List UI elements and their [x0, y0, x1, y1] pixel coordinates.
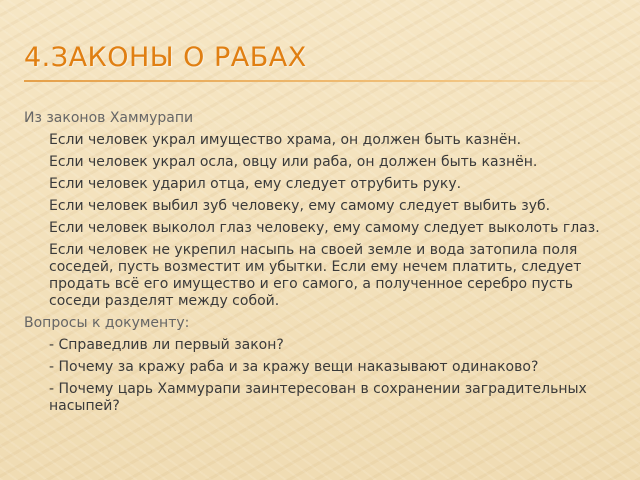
section-heading: Из законов Хаммурапи	[24, 110, 194, 126]
law-item-3: Если человек ударил отца, ему следует отрубить руку.	[49, 176, 462, 192]
law-item-1: Если человек украл имущество храма, он должен быть казнён.	[49, 132, 522, 148]
question-item-2: - Почему за кражу раба и за кражу вещи наказывают одинаково?	[49, 359, 539, 375]
slide-title: 4.ЗАКОНЫ О РАБАХ	[24, 42, 307, 73]
slide-content	[24, 110, 624, 420]
law-item-6: Если человек не укрепил насыпь на своей земле и вода затопила поля соседей, пусть возместит им убытки. Если ему нечем платить, следует продать всё его имущество и его самого, а полученное серебро пусть соседи разделят между собой.	[49, 242, 582, 309]
title-underline	[24, 80, 624, 82]
law-item-2: Если человек украл осла, овцу или раба, он должен быть казнён.	[49, 154, 538, 170]
question-item-3: - Почему царь Хаммурапи заинтересован в сохранении заградительных насыпей?	[49, 381, 587, 414]
question-item-1: - Справедлив ли первый закон?	[49, 337, 284, 353]
questions-heading: Вопросы к документу:	[24, 315, 190, 331]
law-item-4: Если человек выбил зуб человеку, ему самому следует выбить зуб.	[49, 198, 551, 214]
law-item-5: Если человек выколол глаз человеку, ему самому следует выколоть глаз.	[49, 220, 600, 236]
